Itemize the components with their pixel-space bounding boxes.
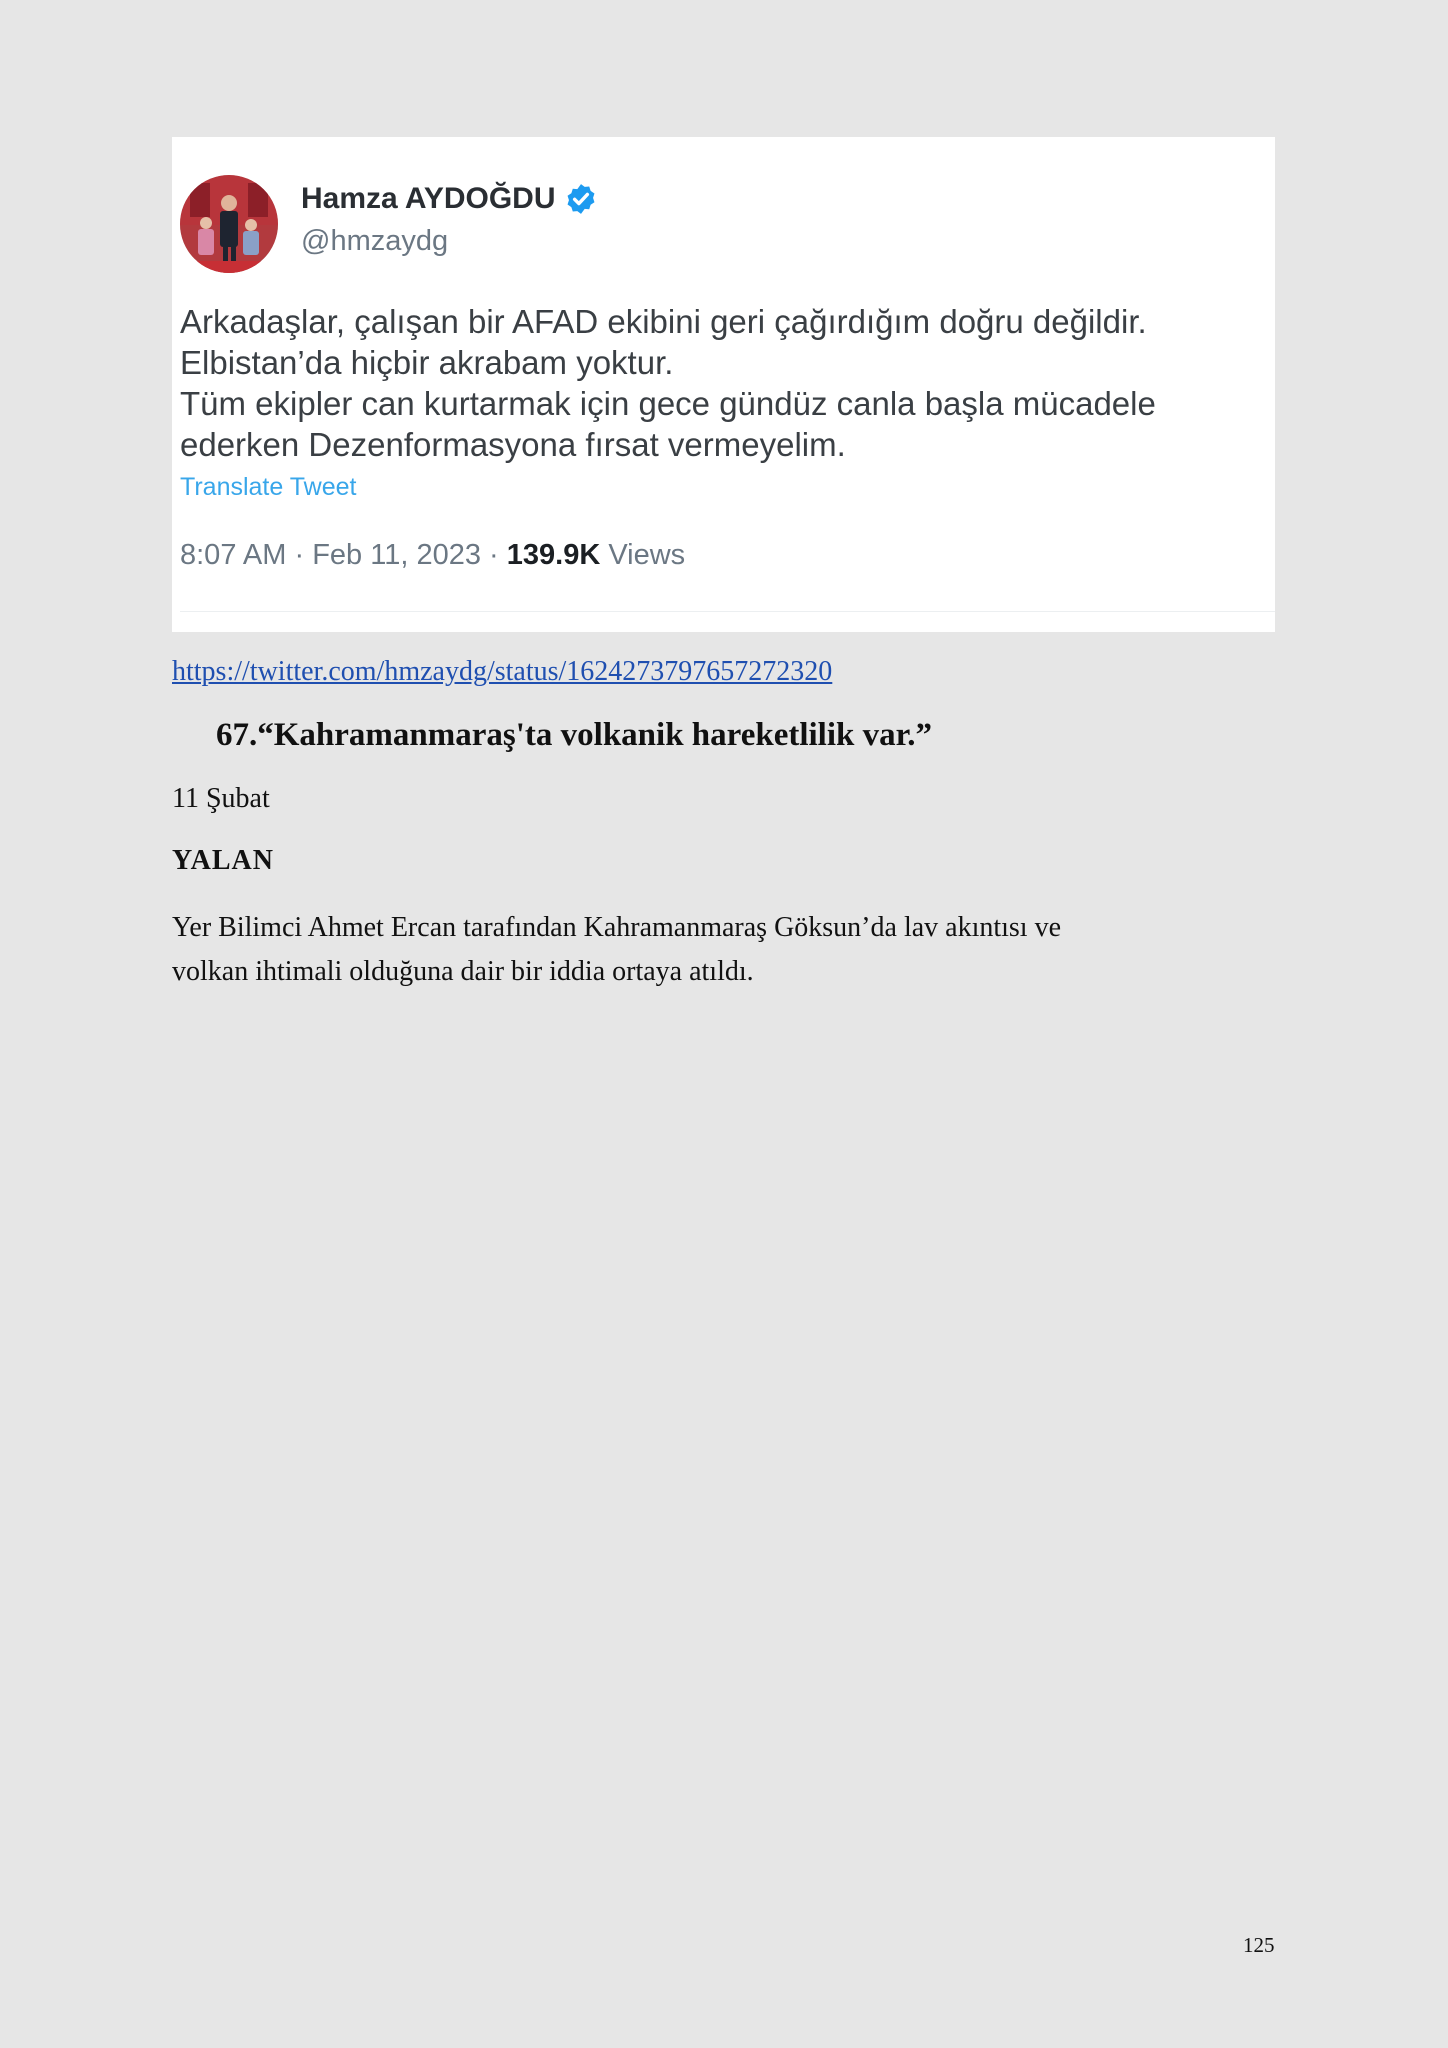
paragraph-line: Yer Bilimci Ahmet Ercan tarafından Kahramanmaraş Göksun’da lav akıntısı ve	[172, 912, 1062, 943]
verdict-label: YALAN	[172, 845, 274, 876]
tweet-handle[interactable]: @hmzaydg	[301, 225, 449, 257]
tweet-author-name[interactable]: Hamza AYDOĞDU	[301, 182, 556, 215]
tweet-text-line: Arkadaşlar, çalışan bir AFAD ekibini geri çağırdığım doğru değildir.	[180, 303, 1147, 340]
tweet-date[interactable]: Feb 11, 2023	[312, 539, 481, 571]
meta-separator: ·	[489, 539, 499, 571]
claim-date: 11 Şubat	[172, 783, 270, 814]
page-number: 125	[1243, 1933, 1275, 1957]
translate-tweet-link[interactable]: Translate Tweet	[180, 473, 357, 501]
body-paragraph	[172, 906, 1282, 994]
avatar[interactable]	[180, 175, 278, 273]
tweet-card	[172, 137, 1275, 632]
tweet-time[interactable]: 8:07 AM	[180, 539, 287, 571]
tweet-text	[180, 301, 1260, 465]
views-count: 139.9K	[506, 539, 601, 571]
avatar-photo	[180, 175, 278, 273]
views-label: Views	[608, 539, 686, 571]
tweet-author[interactable]	[301, 182, 598, 216]
tweet-text-line: ederken Dezenformasyona fırsat vermeyelim.	[180, 426, 846, 463]
tweet-meta	[180, 539, 685, 572]
meta-separator: ·	[294, 539, 305, 571]
tweet-text-line: Elbistan’da hiçbir akrabam yoktur.	[180, 344, 674, 381]
source-link[interactable]: https://twitter.com/hmzaydg/status/1624273797657272320	[172, 656, 833, 687]
paragraph-line: volkan ihtimali olduğuna dair bir iddia ortaya atıldı.	[172, 956, 754, 987]
divider	[180, 611, 1275, 612]
verified-badge-icon	[564, 182, 598, 216]
tweet-text-line: Tüm ekipler can kurtarmak için gece gündüz canla başla mücadele	[180, 385, 1156, 422]
section-heading: 67.“Kahramanmaraş'ta volkanik hareketlilik var.”	[216, 717, 932, 753]
